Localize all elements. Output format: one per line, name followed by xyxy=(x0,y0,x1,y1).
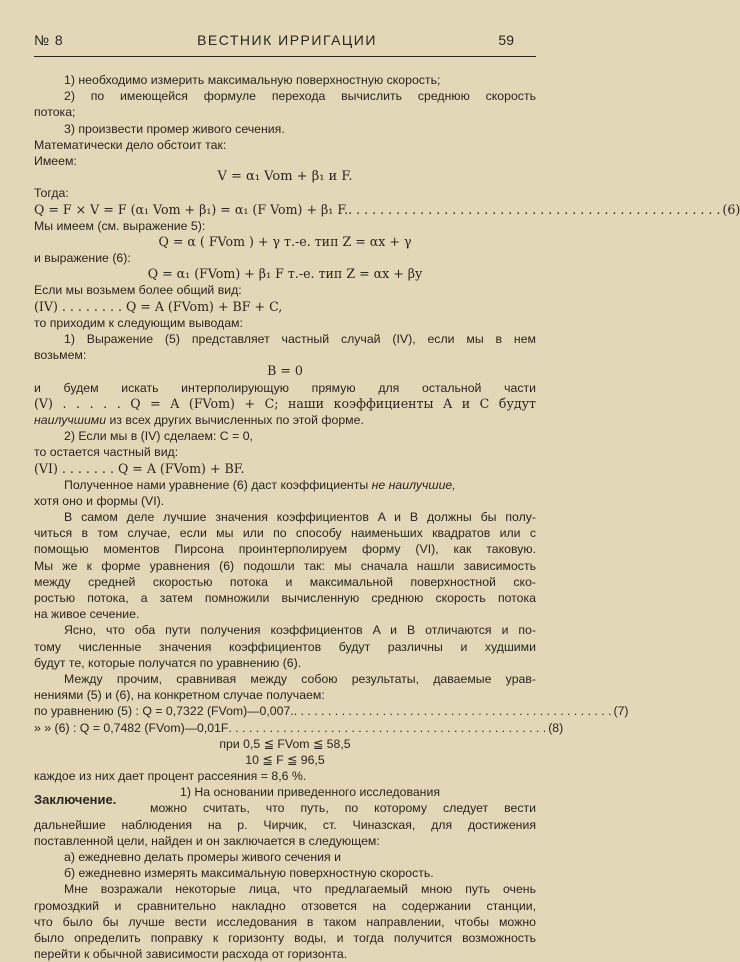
formula-velocity: V = α₁ Vom + β₁ и F. xyxy=(217,169,353,185)
formula-type-2: Q = α₁ (FVom) + β₁ F т.-е. тип Z = αx + βy xyxy=(147,266,423,282)
text-line: Математически дело обстоит так: xyxy=(34,137,227,152)
text-line: 1) необходимо измерить максимальную поверхностную скорость; xyxy=(64,73,441,87)
formula-text: Q = F × V = F (α₁ Vom + β₁) = α₁ (F Vom) + β₁ F. xyxy=(34,201,349,217)
text-line: тому численные значения коэффициентов будут различны и худшими xyxy=(34,639,536,654)
text-line: 2) Если мы в (IV) сделаем: C = 0, xyxy=(64,429,253,444)
text-fragment: Полученное нами уравнение (6) даст коэффициенты xyxy=(64,477,372,492)
text-line: ростью потока, а затем помножили вычисленную среднюю скорость потока xyxy=(34,591,536,605)
issue-number: № 8 xyxy=(34,32,64,48)
text-line: Тогда: xyxy=(34,186,69,201)
italic-term: наилучшими xyxy=(34,412,107,427)
text-line: В самом деле лучшие значения коэффициентов A и B должны бы полу- xyxy=(64,510,536,525)
page-header xyxy=(0,32,574,54)
text-line: то остается частный вид: xyxy=(34,445,179,460)
dot-leader: . . . . . . . . . . . . . . . . . . . . . . . . . . . . . . . . . . . . . . . . . . . . . . . xyxy=(348,201,721,217)
text-line: поставленной цели, найден и он заключается в следующем: xyxy=(34,833,380,848)
dot-leader: . . . . . . . . . . . . . . . . . . . . . . . . . . . . . . . . . . . . . . . . . . . . . . . xyxy=(228,720,547,735)
italic-term: не наилучшие, xyxy=(371,477,456,492)
text-line: дальнейшие наблюдения на р. Чирчик, ст. Чиназская, для достижения xyxy=(34,817,536,832)
formula-v: (V) . . . . . Q = A (FVom) + C; наши коэффициенты A и C будут xyxy=(34,395,536,411)
text-line: и будем искать интерполирующую прямую для остальной части xyxy=(34,380,536,395)
equation-number: (6) xyxy=(722,201,740,217)
text-line: будут те, которые получатся по уравнению (6). xyxy=(34,655,302,670)
formula-text: » » (6) : Q = 0,7482 (FVom)—0,01F xyxy=(34,720,229,735)
formula-b-zero: B = 0 xyxy=(267,363,303,379)
formula-iv: (IV) . . . . . . . . Q = A (FVom) + BF + C, xyxy=(34,298,283,314)
text-line xyxy=(34,412,536,428)
text-line: каждое из них дает процент рассеяния = 8,6 %. xyxy=(34,769,307,784)
result-equation-8 xyxy=(34,720,564,736)
text-line: Мы же к форме уравнения (6) подошли так: мы сначала нашли зависимость xyxy=(34,558,536,573)
formula-discharge xyxy=(34,201,740,218)
text-line xyxy=(34,477,536,493)
text-line: было определить поправку к горизонту воды, и тогда получится возможность xyxy=(34,930,536,945)
text-line: потока; xyxy=(34,105,76,120)
equation-number: (8) xyxy=(548,720,564,735)
range-line: при 0,5 ≦ FVom ≦ 58,5 xyxy=(219,736,351,751)
text-line: Ясно, что оба пути получения коэффициентов A и B отличаются и по- xyxy=(64,623,536,638)
text-line: что было бы лучше вести исследования в таком направлении, чтобы можно xyxy=(34,914,536,929)
text-line: между средней скоростью потока и максимальной поверхностной ско- xyxy=(34,574,536,589)
text-line: 3) произвести промер живого сечения. xyxy=(64,121,285,136)
text-line: и выражение (6): xyxy=(34,251,131,266)
text-line: возьмем: xyxy=(34,348,87,363)
header-rule xyxy=(34,56,536,57)
text-fragment: из всех других вычисленных по этой форме. xyxy=(106,412,364,427)
text-line: 1) Выражение (5) представляет частный случай (IV), если мы в нем xyxy=(64,332,536,346)
text-line: а) ежедневно делать промеры живого сечения и xyxy=(64,850,341,864)
range-line: 10 ≦ F ≦ 96,5 xyxy=(245,752,325,767)
text-line: помощью моментов Пирсона проинтерполируем форму (VI), как таковую. xyxy=(34,542,536,557)
page-number: 59 xyxy=(498,32,514,48)
formula-vi: (VI) . . . . . . . Q = A (FVom) + BF. xyxy=(34,460,245,476)
journal-title: ВЕСТНИК ИРРИГАЦИИ xyxy=(197,32,377,48)
text-line: Мы имеем (см. выражение 5): xyxy=(34,218,206,233)
text-line: Мне возражали некоторые лица, что предлагаемый мною путь очень xyxy=(64,882,536,897)
result-equation-7 xyxy=(34,703,629,719)
text-line: нениями (5) и (6), на конкретном случае получаем: xyxy=(34,688,325,703)
formula-type-1: Q = α ( FVom ) + γ т.-е. тип Z = αx + γ xyxy=(158,233,412,249)
conclusion-heading: Заключение. xyxy=(34,792,117,808)
text-line: 1) На основании приведенного исследования xyxy=(180,785,440,800)
text-line: б) ежедневно измерять максимальную поверхностную скорость. xyxy=(64,866,434,881)
text-line: Если мы возьмем более общий вид: xyxy=(34,283,242,298)
formula-text: по уравнению (5) : Q = 0,7322 (FVom)—0,007. xyxy=(34,704,294,719)
text-line: хотя оно и формы (VI). xyxy=(34,493,165,508)
dot-leader: . . . . . . . . . . . . . . . . . . . . . . . . . . . . . . . . . . . . . . . . . . . . . . . xyxy=(293,704,612,719)
text-line: громоздкий и сравнительно накладно отзовется на содержании станции, xyxy=(34,898,536,913)
text-line: можно считать, что путь, по которому следует вести xyxy=(150,801,536,816)
text-line: то приходим к следующим выводам: xyxy=(34,315,243,330)
text-line: Имеем: xyxy=(34,153,77,168)
text-line: 2) по имеющейся формуле перехода вычислить среднюю скорость xyxy=(64,89,536,104)
text-line: читься в том случае, если мы или по способу наименьших квадратов или с xyxy=(34,526,536,541)
text-line: на живое сечение. xyxy=(34,607,140,622)
article-body xyxy=(34,72,740,962)
text-line: Между прочим, сравнивая между собою результаты, даваемые урав- xyxy=(64,671,536,686)
equation-number: (7) xyxy=(613,704,629,719)
conclusion-block xyxy=(34,784,536,816)
text-line: перейти к обычной зависимости расхода от горизонта. xyxy=(34,947,348,962)
